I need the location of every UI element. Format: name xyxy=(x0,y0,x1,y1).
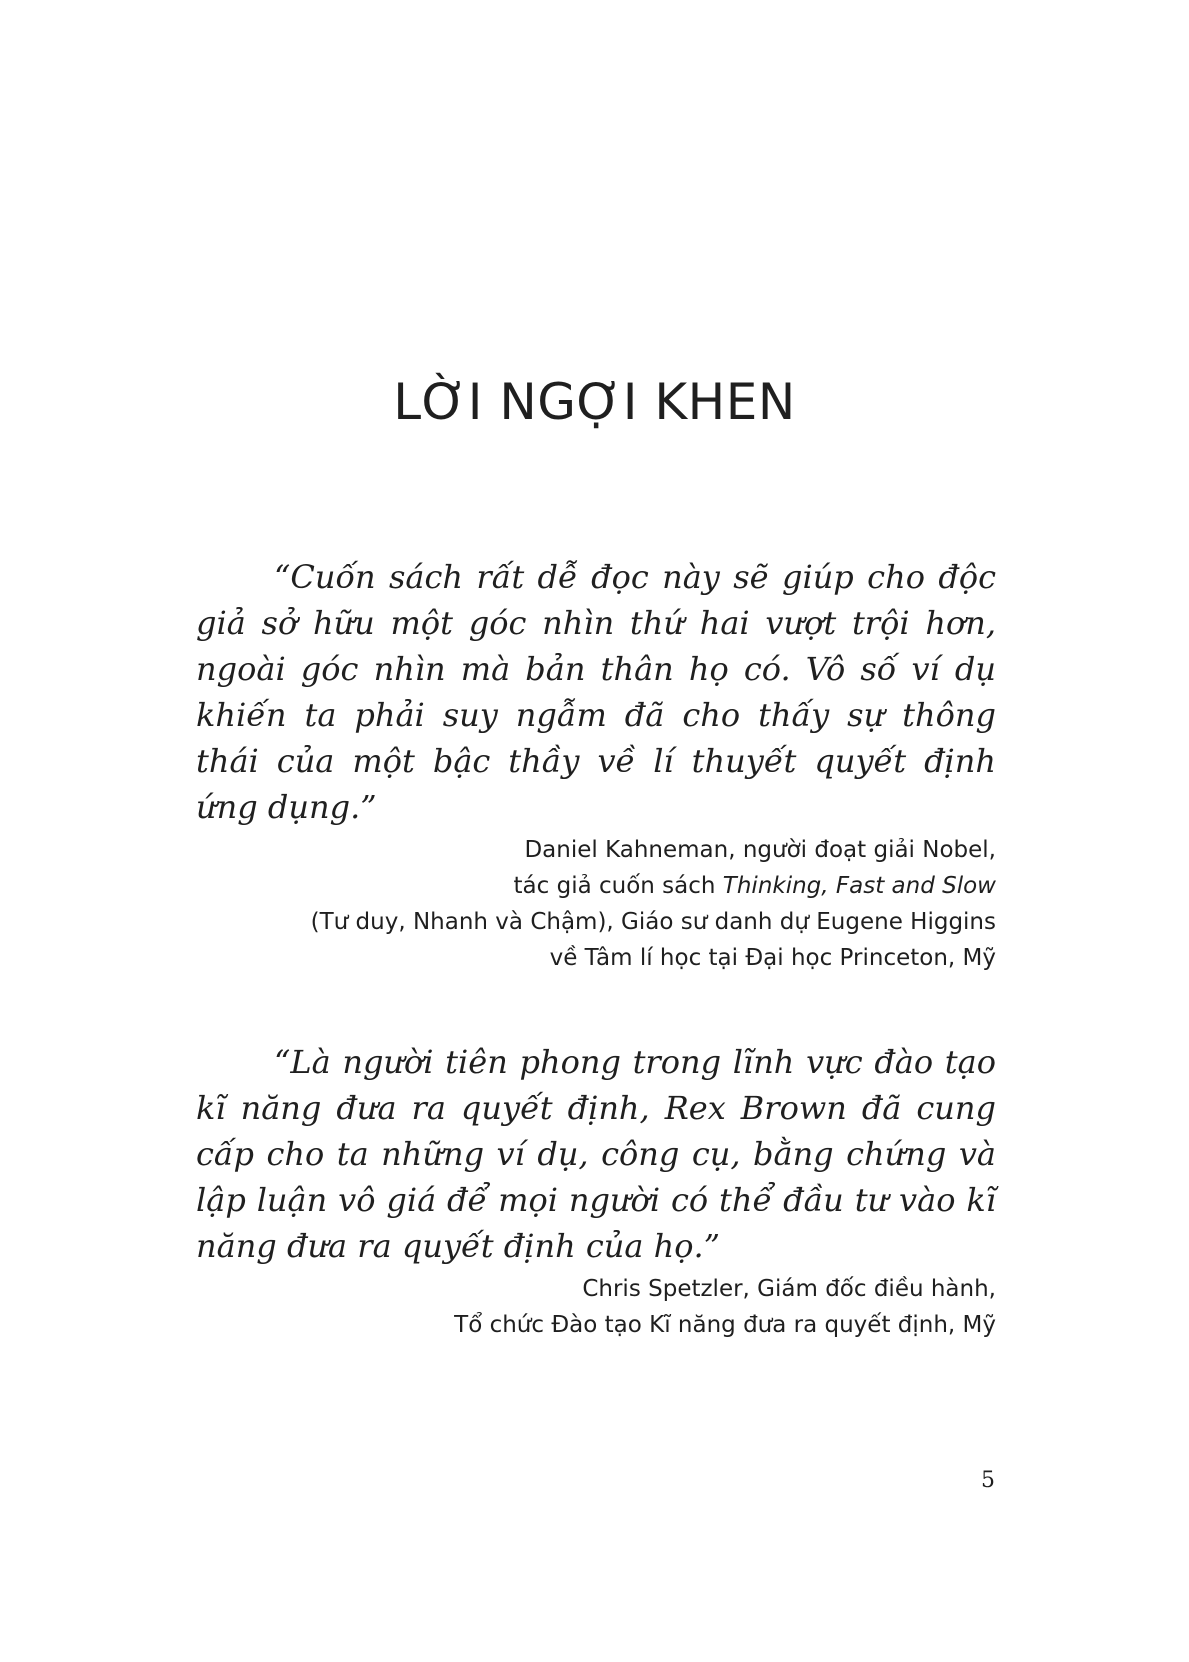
book-title: Thinking, Fast and Slow xyxy=(722,873,996,899)
praise-blurb-spetzler xyxy=(196,1039,996,1343)
attribution-line xyxy=(196,868,996,904)
attribution-text: tác giả cuốn sách xyxy=(513,873,723,899)
attribution-line: Daniel Kahneman, người đoạt giải Nobel, xyxy=(524,837,996,863)
page-title: LỜI NGỢI KHEN xyxy=(393,373,796,431)
page-number: 5 xyxy=(981,1468,995,1493)
praise-quote: “Là người tiên phong trong lĩnh vực đào tạo kĩ năng đưa ra quyết định, Rex Brown đã cung cấp cho ta những ví dụ, công cụ, bằng chứng và lập luận vô giá để mọi người có thể đầu tư vào kĩ năng đưa ra quyết định của họ.” xyxy=(196,1043,996,1265)
attribution-line: Chris Spetzler, Giám đốc điều hành, xyxy=(582,1276,996,1302)
attribution-line: về Tâm lí học tại Đại học Princeton, Mỹ xyxy=(549,945,996,971)
praise-quote: “Cuốn sách rất dễ đọc này sẽ giúp cho độc giả sở hữu một góc nhìn thứ hai vượt trội hơn, ngoài góc nhìn mà bản thân họ có. Vô số ví dụ khiến ta phải suy ngẫm đã cho thấy sự thông thái của một bậc thầy về lí thuyết quyết định ứng dụng.” xyxy=(196,558,996,826)
attribution-line: Tổ chức Đào tạo Kĩ năng đưa ra quyết định, Mỹ xyxy=(454,1312,996,1338)
quote-attribution xyxy=(196,832,996,976)
attribution-line: (Tư duy, Nhanh và Chậm), Giáo sư danh dự Eugene Higgins xyxy=(310,909,996,935)
quote-attribution xyxy=(196,1271,996,1343)
praise-blurb-kahneman xyxy=(196,554,996,976)
